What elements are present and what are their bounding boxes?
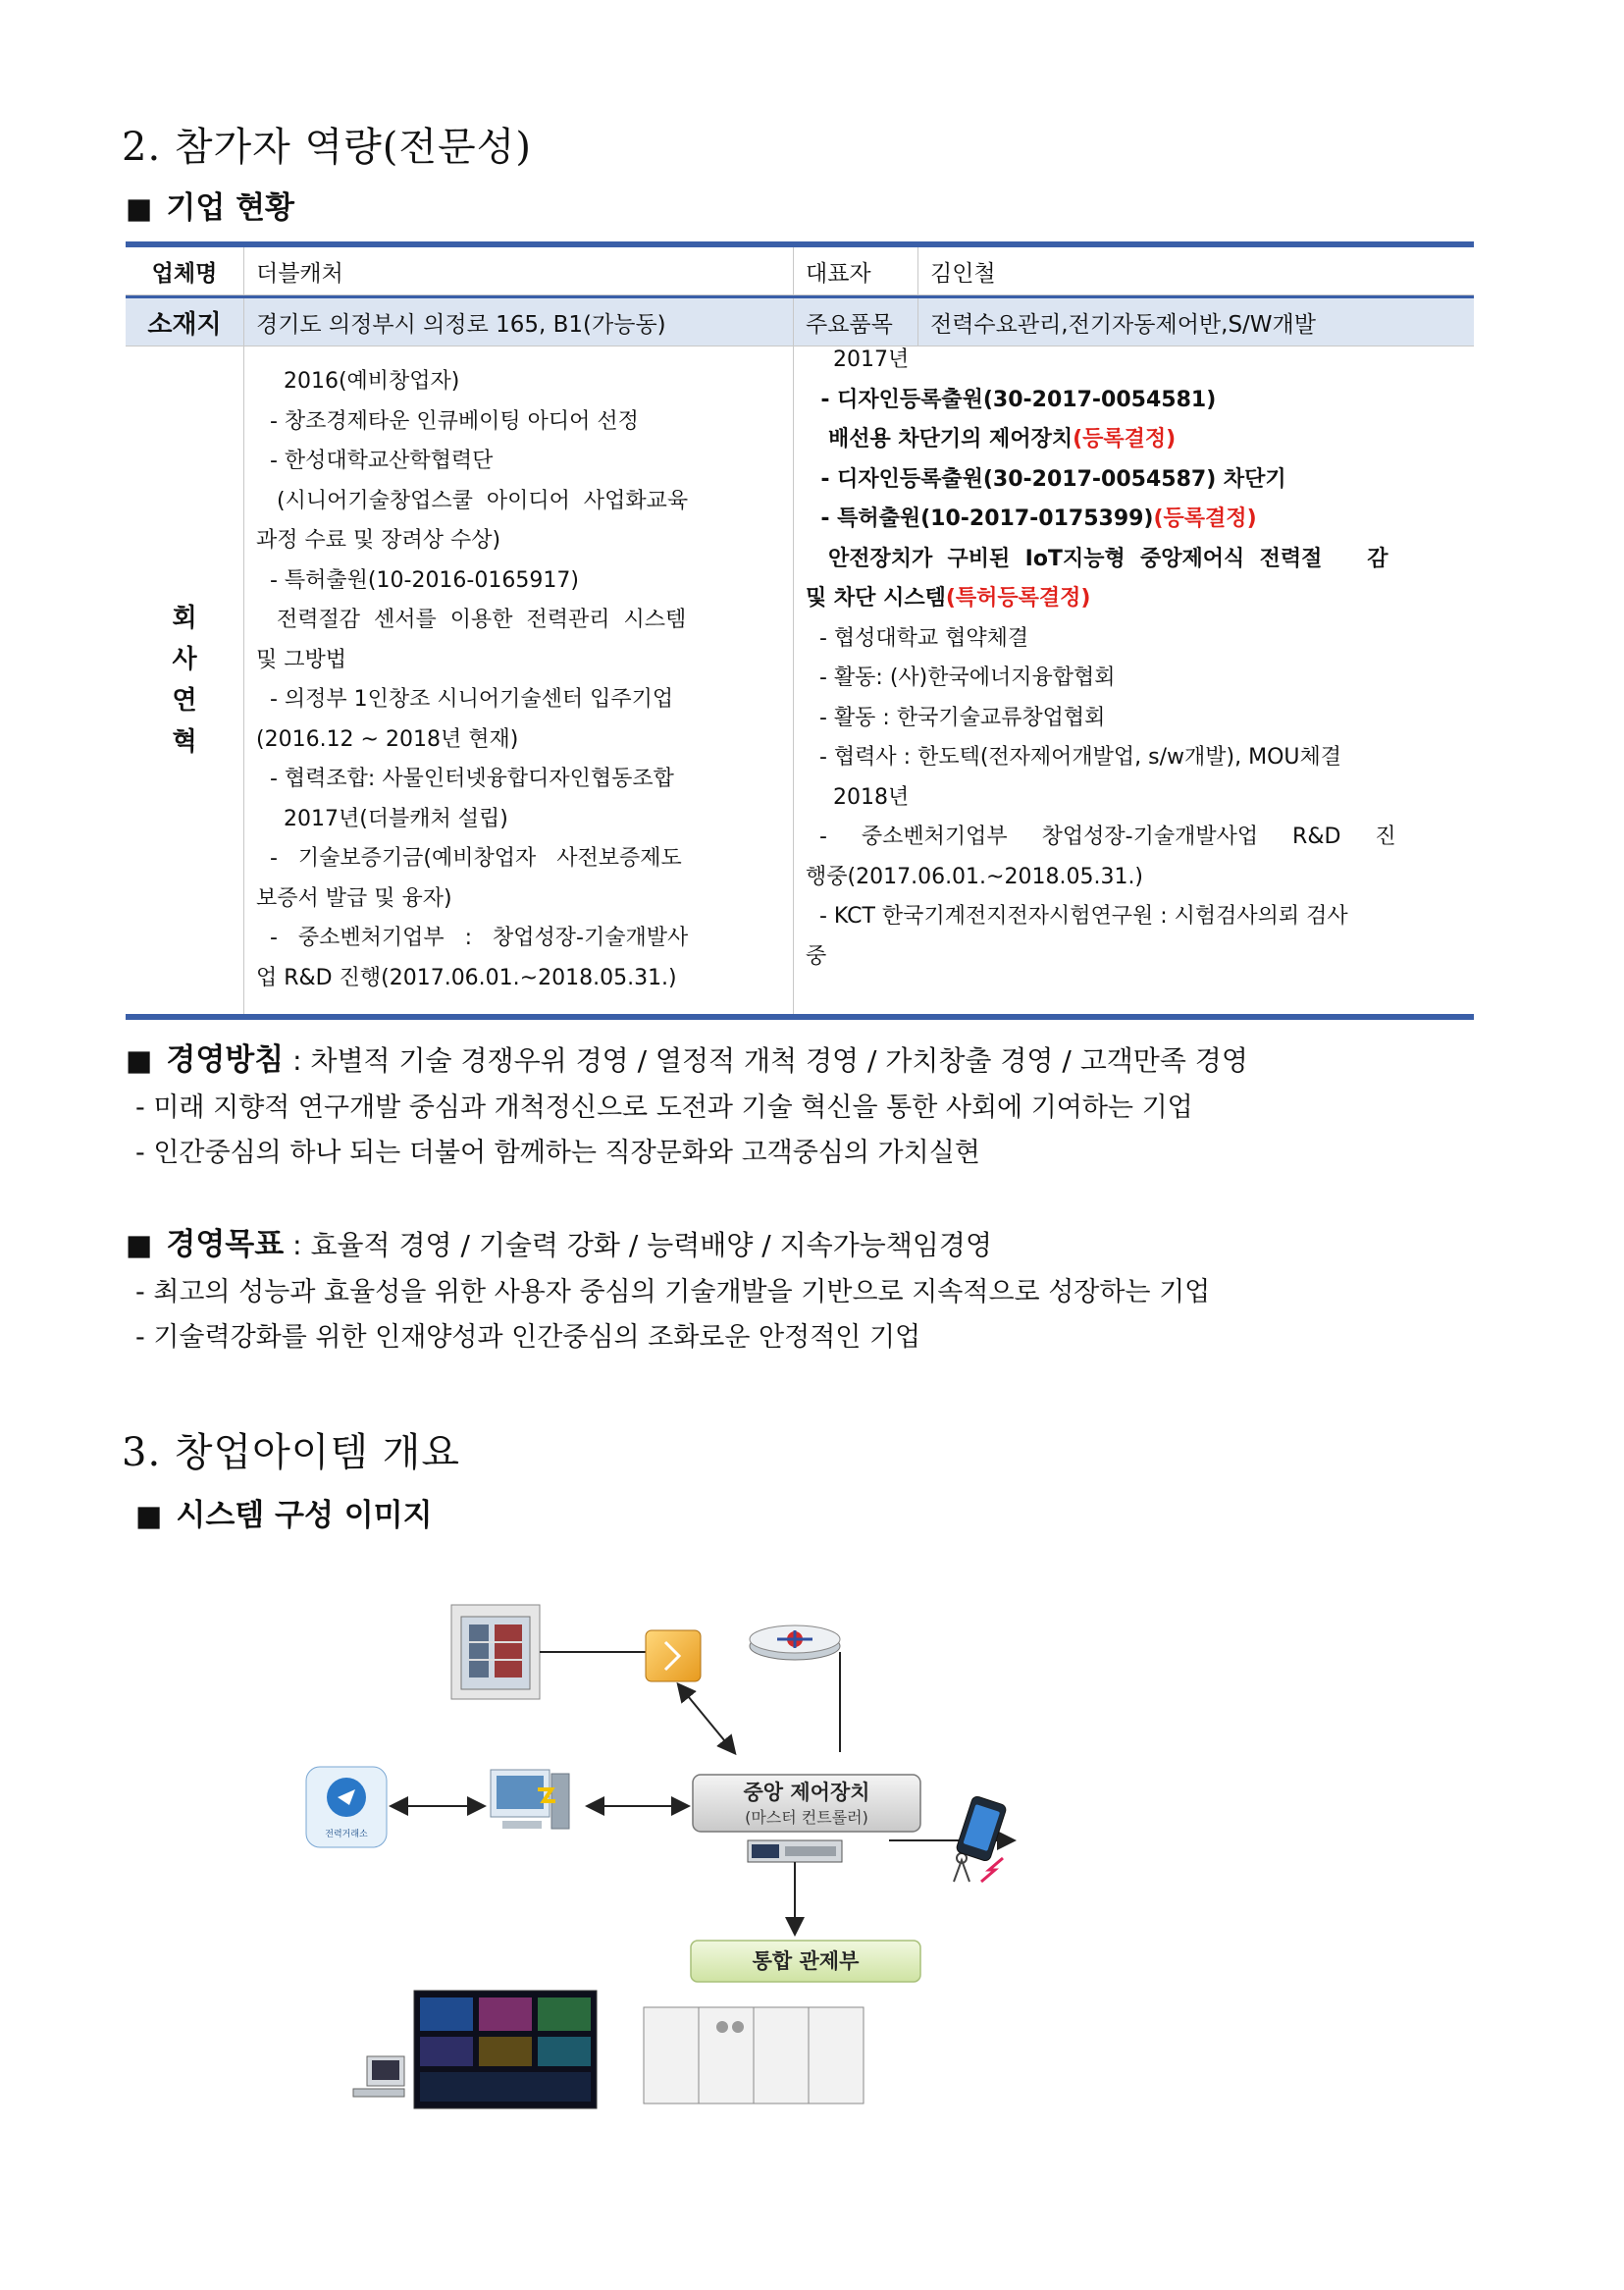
server-pc-icon bbox=[491, 1770, 569, 1829]
goal-line: - 최고의 성능과 효율성을 위한 사용자 중심의 기술개발을 기반으로 지속적으로 성장하는 기업 bbox=[135, 1277, 1211, 1307]
section-3-title: 3. 창업아이템 개요 bbox=[122, 1430, 461, 1475]
history-line: (시니어기술창업스쿨 아이디어 사업화교육 bbox=[256, 488, 689, 513]
policy-summary: : 차별적 기술 경쟁우위 경영 / 열정적 개척 경영 / 가치창출 경영 / 고객만족 경영 bbox=[292, 1044, 1248, 1077]
history-line: 2016(예비창업자) bbox=[256, 369, 460, 394]
smartphone-icon bbox=[956, 1795, 1008, 1862]
location-value: 경기도 의정부시 의정로 165, B1(가능동) bbox=[243, 298, 793, 346]
system-diagram bbox=[294, 1595, 1030, 2110]
history-label-char: 연 bbox=[172, 686, 197, 716]
history-line: - 의정부 1인창조 시니어기술센터 입주기업 bbox=[256, 687, 674, 712]
control-center-label: 통합 관제부 bbox=[752, 1949, 860, 1973]
goal-summary: : 효율적 경영 / 기술력 강화 / 능력배양 / 지속가능책임경영 bbox=[292, 1229, 993, 1261]
history-line: - 활동: (사)한국에너지융합협회 bbox=[806, 666, 1116, 690]
controller-label: 중앙 제어장치 bbox=[743, 1781, 870, 1804]
history-line: - 중소벤처기업부 창업성장-기술개발사업 R&D 진 bbox=[806, 825, 1396, 849]
server-cabinet-icon bbox=[644, 2007, 864, 2104]
history-label bbox=[126, 346, 243, 1014]
system-image-heading bbox=[135, 1490, 433, 1534]
history-line: 보증서 발급 및 융자) bbox=[256, 885, 452, 911]
company-table bbox=[126, 241, 1474, 1020]
history-line: - 협성대학교 협약체결 bbox=[806, 625, 1029, 651]
ceo-value: 김인철 bbox=[917, 247, 1474, 294]
table-row-name bbox=[126, 247, 1474, 295]
company-status-heading-text: 기업 현황 bbox=[166, 190, 294, 226]
square-bullet-icon: ■ bbox=[126, 191, 153, 225]
status-highlight: (특허등록결정) bbox=[945, 586, 1091, 611]
wireless-router-icon bbox=[750, 1625, 840, 1660]
history-line: 중 bbox=[806, 943, 827, 969]
history-line bbox=[806, 500, 1462, 540]
power-exchange-logo-text: 전력거래소 bbox=[325, 1830, 368, 1839]
history-line: - 특허출원(10-2016-0165917) bbox=[256, 567, 579, 593]
history-label-char: 회 bbox=[172, 604, 197, 633]
history-left-column bbox=[243, 346, 793, 1014]
control-center-box bbox=[691, 1941, 920, 1982]
history-text: 배선용 차단기의 제어장치 bbox=[806, 427, 1074, 452]
policy-line: - 미래 지향적 연구개발 중심과 개척정신으로 도전과 기술 혁신을 통한 사회에 기여하는 기업 bbox=[135, 1092, 1193, 1123]
ceo-label: 대표자 bbox=[793, 247, 917, 294]
name-label: 업체명 bbox=[151, 260, 218, 287]
section-2-title: 2. 참가자 역량(전문성) bbox=[122, 125, 532, 170]
history-line: 2018년 bbox=[806, 784, 910, 810]
name-value: 더블캐처 bbox=[243, 247, 793, 294]
history-line: (2016.12 ~ 2018년 현재) bbox=[256, 726, 519, 752]
history-line: 과정 수료 및 장려상 수상) bbox=[256, 528, 501, 553]
goal-line: - 기술력강화를 위한 인재양성과 인간중심의 조화로운 안정적인 기업 bbox=[135, 1322, 921, 1353]
square-bullet-icon: ■ bbox=[135, 1499, 163, 1532]
location-label: 소재지 bbox=[126, 298, 243, 346]
history-line: - 기술보증기금(예비창업자 사전보증제도 bbox=[256, 846, 682, 871]
connector-arrow bbox=[679, 1685, 734, 1752]
sensor-device-icon bbox=[646, 1630, 701, 1681]
history-line: - 활동 : 한국기술교류창업협회 bbox=[806, 705, 1106, 730]
history-line: - 디자인등록출원(30-2017-0054587) 차단기 bbox=[806, 466, 1286, 492]
items-value: 전력수요관리,전기자동제어반,S/W개발 bbox=[917, 298, 1474, 346]
history-line: - 디자인등록출원(30-2017-0054581) bbox=[806, 387, 1217, 412]
desktop-pc-icon bbox=[353, 2056, 404, 2097]
status-highlight: (등록결정) bbox=[1073, 427, 1177, 452]
history-right-column bbox=[793, 346, 1474, 1014]
history-line: 업 R&D 진행(2017.06.01.~2018.05.31.) bbox=[256, 965, 677, 990]
history-line: - 한성대학교산학협력단 bbox=[256, 449, 494, 473]
history-line: - 창조경제타운 인큐베이팅 아디어 선정 bbox=[256, 408, 639, 434]
master-controller-device-icon bbox=[748, 1840, 842, 1862]
controller-sublabel: (마스터 컨트롤러) bbox=[745, 1808, 868, 1827]
history-label-char: 혁 bbox=[172, 727, 197, 757]
policy-heading-line bbox=[126, 1035, 1248, 1079]
history-line: 안전장치가 구비된 IoT지능형 중앙제어식 전력절 감 bbox=[806, 546, 1388, 571]
table-row-history bbox=[126, 346, 1474, 1014]
history-line: 전력절감 센서를 이용한 전력관리 시스템 bbox=[256, 608, 687, 632]
distribution-panel-icon bbox=[451, 1605, 540, 1699]
square-bullet-icon: ■ bbox=[126, 1043, 153, 1077]
history-line bbox=[806, 579, 1462, 619]
history-line: 2017년 bbox=[806, 347, 910, 372]
items-label: 주요품목 bbox=[793, 298, 917, 346]
history-line: - 협력사 : 한도텍(전자제어개발업, s/w개발), MOU체결 bbox=[806, 745, 1342, 770]
history-text: 및 차단 시스템 bbox=[806, 586, 946, 611]
central-controller-box bbox=[693, 1775, 920, 1832]
history-line: 2017년(더블캐처 설립) bbox=[256, 806, 508, 831]
table-row-location bbox=[126, 298, 1474, 346]
monitoring-wall-icon bbox=[414, 1991, 597, 2108]
history-label-char: 사 bbox=[172, 645, 197, 674]
goal-heading: 경영목표 bbox=[166, 1227, 285, 1262]
history-line: 행중(2017.06.01.~2018.05.31.) bbox=[806, 864, 1144, 889]
policy-heading: 경영방침 bbox=[166, 1042, 285, 1078]
history-line: 및 그방법 bbox=[256, 647, 347, 672]
company-status-heading bbox=[126, 183, 294, 227]
policy-line: - 인간중심의 하나 되는 더불어 함께하는 직장문화와 고객중심의 가치실현 bbox=[135, 1138, 980, 1168]
power-exchange-logo-icon bbox=[306, 1767, 387, 1847]
square-bullet-icon: ■ bbox=[126, 1228, 153, 1261]
history-line bbox=[806, 420, 1462, 460]
goal-heading-line bbox=[126, 1219, 992, 1263]
table-bottom-rule bbox=[126, 1014, 1474, 1020]
history-text: - 특허출원(10-2017-0175399) bbox=[806, 506, 1154, 531]
history-line: - 협력조합: 사물인터넷융합디자인협동조합 bbox=[256, 767, 674, 791]
history-line: - 중소벤처기업부 : 창업성장-기술개발사 bbox=[256, 926, 689, 950]
history-line: - KCT 한국기계전지전자시험연구원 : 시험검사의뢰 검사 bbox=[806, 904, 1348, 929]
system-image-heading-text: 시스템 구성 이미지 bbox=[176, 1498, 433, 1533]
status-highlight: (등록결정) bbox=[1153, 506, 1257, 531]
